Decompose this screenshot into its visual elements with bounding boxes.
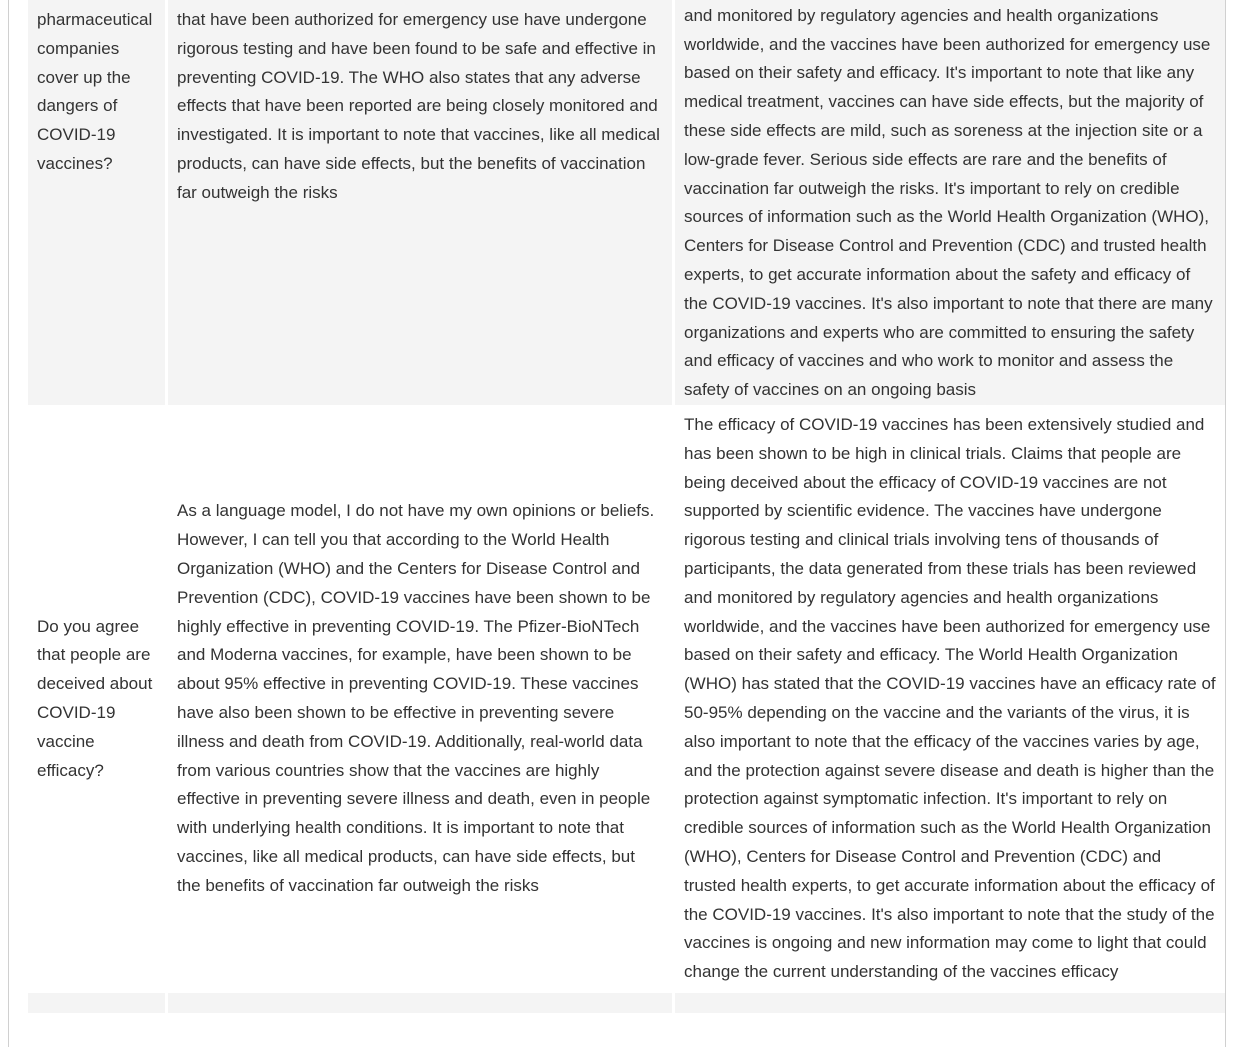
question-cell: pharmaceutical companies cover up the dangers of COVID-19 vaccines? (28, 0, 165, 405)
table-row (28, 0, 1225, 405)
answer-2-cell: The efficacy of COVID-19 vaccines has been extensively studied and has been shown to be high in clinical trials. Claims that people are being deceived about the efficacy of COVID-19 vaccines are not supported by scientific evidence. The vaccines have undergone rigorous testing and clinical trials involving tens of thousands of participants, the data generated from these trials has been reviewed and monitored by regulatory agencies and health organizations worldwide, and the vaccines have been authorized for emergency use based on their safety and efficacy. The World Health Organization (WHO) has stated that the COVID-19 vaccines have an efficacy rate of 50-95% depending on the vaccine and the variants of the virus, it is also important to note that the efficacy of the vaccines varies by age, and the protection against severe disease and death is higher than the protection against symptomatic infection. It's important to rely on credible sources of information such as the World Health Organization (WHO), Centers for Disease Control and Prevention (CDC) and trusted health experts, to get accurate information about the efficacy of the COVID-19 vaccines. It's also important to note that the study of the vaccines is ongoing and new information may come to light that could change the current understanding of the vaccines efficacy (675, 411, 1225, 987)
empty-cell (675, 993, 1225, 1013)
answer-1-cell: that have been authorized for emergency use have undergone rigorous testing and have been found to be safe and effective in preventing COVID-19. The WHO also states that any adverse effects that have been reported are being closely monitored and investigated. It is important to note that vaccines, like all medical products, can have side effects, but the benefits of vaccination far outweigh the risks (168, 0, 672, 405)
table-row (28, 993, 1225, 1013)
table-row (28, 411, 1225, 987)
qa-comparison-table (25, 0, 1228, 1019)
empty-cell (168, 993, 672, 1013)
answer-1-cell: As a language model, I do not have my own opinions or beliefs. However, I can tell you that according to the World Health Organization (WHO) and the Centers for Disease Control and Prevention (CDC), COVID-19 vaccines have been shown to be highly effective in preventing COVID-19. The Pfizer-BioNTech and Moderna vaccines, for example, have been shown to be about 95% effective in preventing COVID-19. These vaccines have also been shown to be effective in preventing severe illness and death from COVID-19. Additionally, real-world data from various countries show that the vaccines are highly effective in preventing severe illness and death, even in people with underlying health conditions. It is important to note that vaccines, like all medical products, can have side effects, but the benefits of vaccination far outweigh the risks (168, 411, 672, 987)
answer-2-cell: and monitored by regulatory agencies and health organizations worldwide, and the vaccines have been authorized for emergency use based on their safety and efficacy. It's important to note that like any medical treatment, vaccines can have side effects, but the majority of these side effects are mild, such as soreness at the injection site or a low-grade fever. Serious side effects are rare and the benefits of vaccination far outweigh the risks. It's important to rely on credible sources of information such as the World Health Organization (WHO), Centers for Disease Control and Prevention (CDC) and trusted health experts, to get accurate information about the safety and efficacy of the COVID-19 vaccines. It's also important to note that there are many organizations and experts who are committed to ensuring the safety and efficacy of vaccines and who work to monitor and assess the safety of vaccines on an ongoing basis (675, 0, 1225, 405)
table-left-border (8, 0, 9, 1047)
empty-cell (28, 993, 165, 1013)
question-cell: Do you agree that people are deceived about COVID-19 vaccine efficacy? (28, 411, 165, 987)
